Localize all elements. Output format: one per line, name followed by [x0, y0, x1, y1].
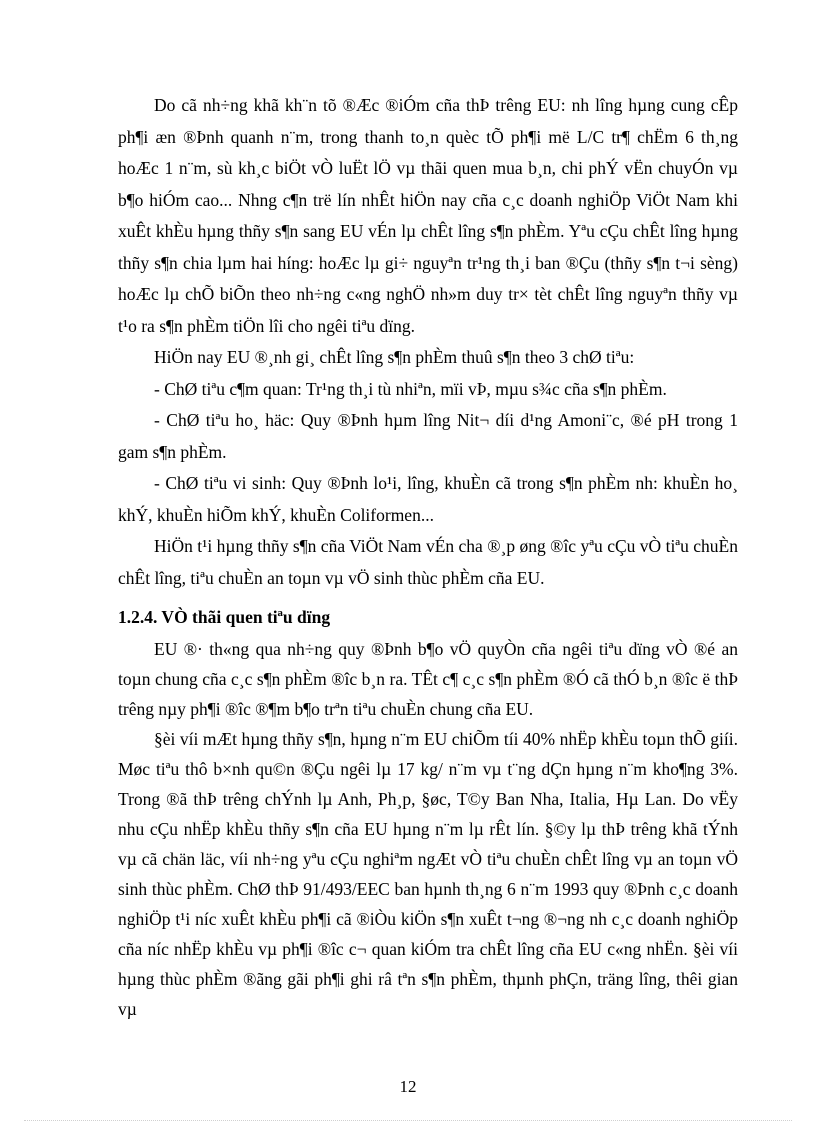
paragraph-criteria-intro: HiÖn nay EU ®¸nh gi¸ chÊt lîng s¶n phÈm thuû s¶n theo 3 chØ tiªu: [154, 347, 635, 367]
page-number: 12 [399, 1077, 417, 1096]
page-bottom-divider [24, 1120, 792, 1121]
criteria-chemical: - ChØ tiªu ho¸ häc: Quy ®Þnh hµm lîng Nit¬ díi d¹ng Amoni¨c, ®é pH trong 1 gam s¶n phÈm. [118, 410, 738, 462]
section-heading: 1.2.4. VÒ thãi quen tiªu dïng [118, 607, 331, 627]
paragraph-seafood-market: §èi víi mÆt hµng thñy s¶n, hµng n¨m EU chiÕm tíi 40% nhËp khÈu toµn thÕ giíi. Møc tiªu thô b×nh qu©n ®Çu ngêi lµ 17 kg/ n¨m vµ t¨ng dÇn hµng n¨m kho¶ng 3%. Trong ®ã thÞ trêng chÝnh lµ Anh, Ph¸p, §øc, T©y Ban Nha, Italia, Hµ Lan. Do vËy nhu cÇu nhËp khÈu thñy s¶n cña EU hµng n¨m lµ rÊt lín. §©y lµ thÞ trêng khã tÝnh vµ cã chän läc, víi nh÷ng yªu cÇu nghiªm ngÆt vÒ tiªu chuÈn chÊt lîng vµ an toµn vÖ sinh thùc phÈm. ChØ thÞ 91/493/EEC ban hµnh th¸ng 6 n¨m 1993 quy ®Þnh c¸c doanh nghiÖp t¹i níc xuÊt khÈu ph¶i cã ®iÒu kiÖn s¶n xuÊt t¬ng ®¬ng nh c¸c doanh nghiÖp cña níc nhËp khÈu vµ ph¶i ®îc c¬ quan kiÓm tra chÊt lîng cña EU c«ng nhËn. §èi víi hµng thùc phÈm ®ãng gãi ph¶i ghi râ tªn s¶n phÈm, thµnh phÇn, träng lîng, thêi gian vµ [118, 729, 738, 1019]
criteria-microbial: - ChØ tiªu vi sinh: Quy ®Þnh lo¹i, lîng, khuÈn cã trong s¶n phÈm nh: khuÈn ho¸ khÝ, khuÈn hiÕm khÝ, khuÈn Coliformen... [118, 473, 738, 525]
paragraph-intro: Do cã nh÷ng khã kh¨n tõ ®Æc ®iÓm cña thÞ trêng EU: nh lîng hµng cung cÊp ph¶i æn ®Þnh quanh n¨m, trong thanh to¸n quèc tÕ ph¶i më L/C tr¶ chËm 6 th¸ng hoÆc 1 n¨m, sù kh¸c biÖt vÒ luËt lÖ vµ thãi quen mua b¸n, chi phÝ vËn chuyÓn vµ b¶o hiÓm cao... Nhng c¶n trë lín nhÊt hiÖn nay cña c¸c doanh nghiÖp ViÖt Nam khi xuÊt khÈu hµng thñy s¶n sang EU vÉn lµ chÊt lîng s¶n phÈm. Yªu cÇu chÊt lîng hµng thñy s¶n chia lµm hai híng: hoÆc lµ gi÷ nguyªn tr¹ng th¸i ban ®Çu (thñy s¶n t¬i sèng) hoÆc lµ chÕ biÕn theo nh÷ng c«ng nghÖ nh»m duy tr× tèt chÊt lîng nguyªn thñy vµ t¹o ra s¶n phÈm tiÖn lîi cho ngêi tiªu dïng. [118, 95, 738, 336]
page-body [118, 90, 738, 1024]
paragraph-current-status: HiÖn t¹i hµng thñy s¶n cña ViÖt Nam vÉn cha ®¸p øng ®îc yªu cÇu vÒ tiªu chuÈn chÊt lîng, tiªu chuÈn an toµn vµ vÖ sinh thùc phÈm cña EU. [118, 536, 738, 588]
criteria-sensory: - ChØ tiªu c¶m quan: Tr¹ng th¸i tù nhiªn, mïi vÞ, mµu s¾c cña s¶n phÈm. [154, 378, 667, 399]
paragraph-eu-regulations: EU ®· th«ng qua nh÷ng quy ®Þnh b¶o vÖ quyÒn cña ngêi tiªu dïng vÒ ®é an toµn chung cña c¸c s¶n phÈm ®îc b¸n ra. TÊt c¶ c¸c s¶n phÈm ®Ó cã thÓ b¸n ®îc ë thÞ trêng nµy ph¶i ®îc ®¶m b¶o trªn tiªu chuÈn chung cña EU. [118, 639, 738, 719]
